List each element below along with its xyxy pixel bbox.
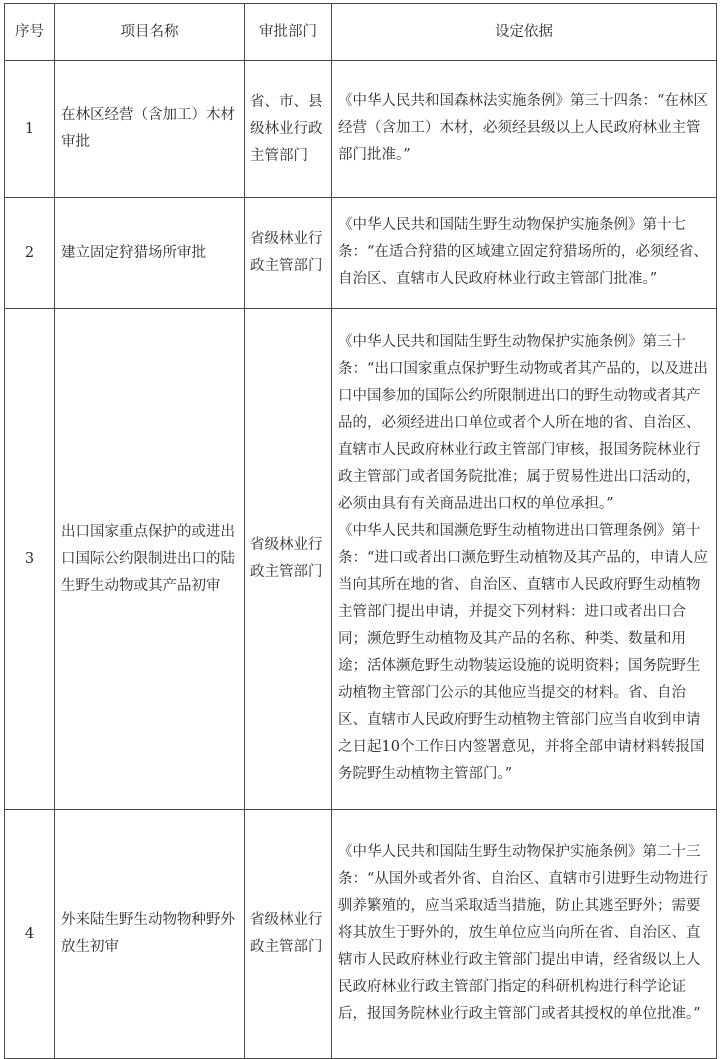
header-basis: 设定依据: [332, 4, 717, 61]
basis-paragraph: 《中华人民共和国濒危野生动植物进出口管理条例》第十条：“进口或者出口濒危野生动植物及其产品的，申请人应当向其所在地的省、自治区、直辖市人民政府野生动植物主管部门提出申请，并提交下列材料：进口或者出口合同；濒危野生动植物及其产品的名称、种类、数量和用途；活体濒危野生动物装运设施的说明资料；国务院野生动植物主管部门公示的其他应当提交的材料。省、自治区、直辖市人民政府野生动植物主管部门应当自收到申请之日起10个工作日内签署意见，并将全部申请材料转报国务院野生动植物主管部门。”: [338, 522, 708, 782]
row-basis: [332, 810, 717, 1059]
row-department: 省级林业行政主管部门: [245, 309, 332, 810]
header-item-name: 项目名称: [55, 4, 245, 61]
row-basis: [332, 61, 717, 198]
basis-paragraph: 《中华人民共和国陆生野生动物保护实施条例》第十七条：“在适合狩猎的区域建立固定狩猎场所的，必须经省、自治区、直辖市人民政府林业行政主管部门批准。”: [338, 216, 708, 287]
row-department: 省、市、县级林业行政主管部门: [245, 61, 332, 198]
row-item-name: 出口国家重点保护的或进出口国际公约限制进出口的陆生野生动物或其产品初审: [55, 309, 245, 810]
row-department: 省级林业行政主管部门: [245, 198, 332, 309]
row-index: 3: [5, 309, 55, 810]
basis-paragraph: 《中华人民共和国森林法实施条例》第三十四条：“在林区经营（含加工）木材，必须经县级以上人民政府林业主管部门批准。”: [338, 92, 708, 163]
table-header-row: [5, 4, 717, 61]
table-row: [5, 198, 717, 309]
header-index: 序号: [5, 4, 55, 61]
row-department: 省级林业行政主管部门: [245, 810, 332, 1059]
header-department: 审批部门: [245, 4, 332, 61]
row-index: 4: [5, 810, 55, 1059]
basis-paragraph: 《中华人民共和国陆生野生动物保护实施条例》第二十三条：“从国外或者外省、自治区、直辖市引进野生动物进行驯养繁殖的，应当采取适当措施，防止其逃至野外；需要将其放生于野外的，放生单位应当向所在省、自治区、直辖市人民政府林业行政主管部门提出申请，经省级以上人民政府林业行政主管部门指定的科研机构进行科学论证后，报国务院林业行政主管部门或者其授权的单位批准。”: [338, 843, 708, 1022]
row-index: 1: [5, 61, 55, 198]
row-item-name: 建立固定狩猎场所审批: [55, 198, 245, 309]
row-basis: [332, 309, 717, 810]
row-basis: [332, 198, 717, 309]
approval-items-table: [4, 3, 717, 1059]
row-item-name: 在林区经营（含加工）木材审批: [55, 61, 245, 198]
row-index: 2: [5, 198, 55, 309]
table-row: [5, 309, 717, 810]
table-row: [5, 810, 717, 1059]
table-row: [5, 61, 717, 198]
basis-paragraph: 《中华人民共和国陆生野生动物保护实施条例》第三十条：“出口国家重点保护野生动物或者其产品的，以及进出口中国参加的国际公约所限制进出口的野生动物或者其产品的，必须经进出口单位或者个人所在地的省、自治区、直辖市人民政府林业行政主管部门审核，报国务院林业行政主管部门或者国务院批准；属于贸易性进出口活动的，必须由具有有关商品进出口权的单位承担。”: [338, 333, 708, 512]
row-item-name: 外来陆生野生动物物种野外放生初审: [55, 810, 245, 1059]
